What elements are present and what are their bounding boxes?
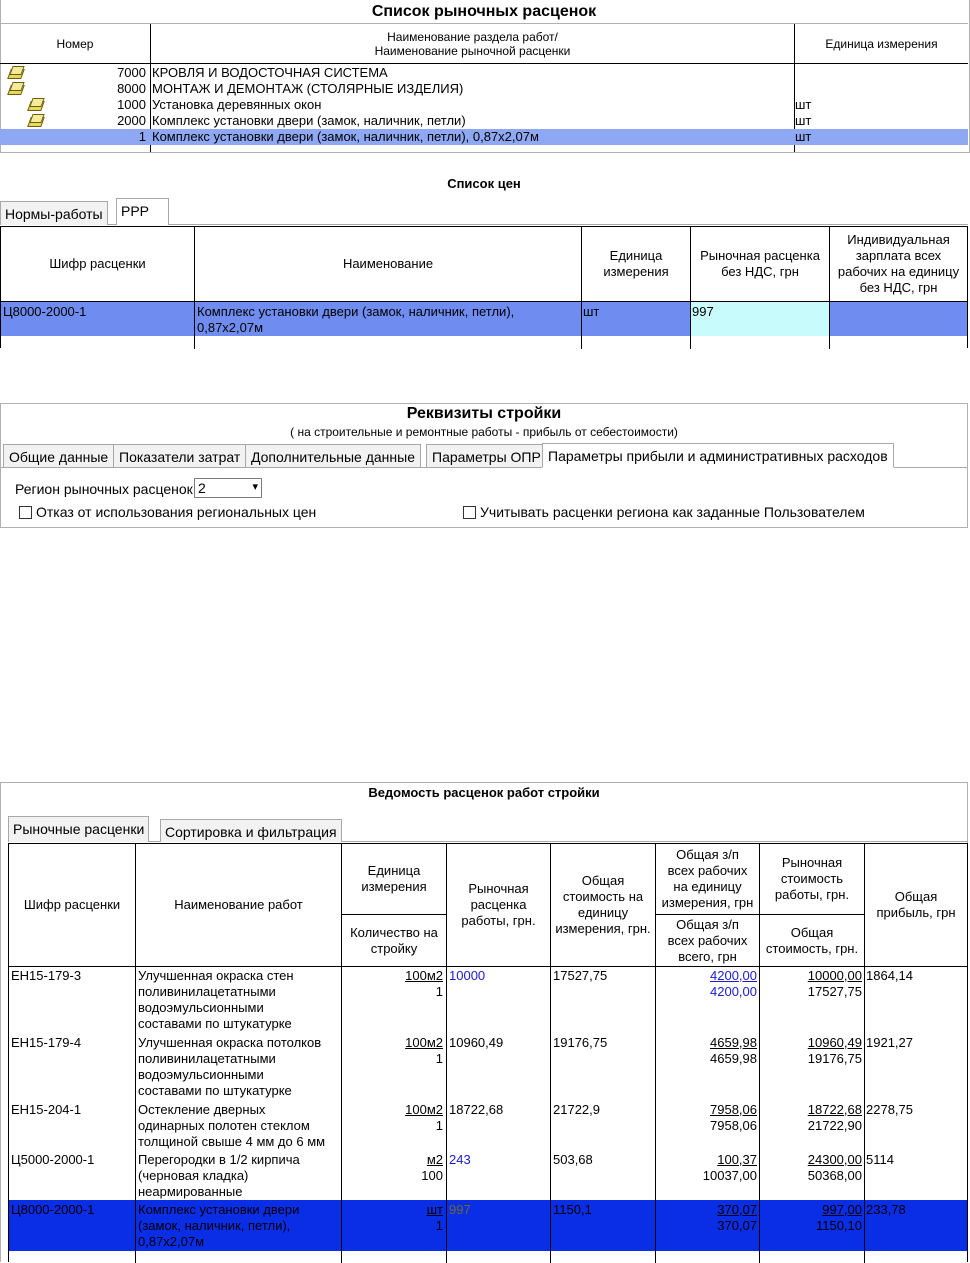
col-divider	[759, 844, 760, 1263]
region-select[interactable]	[194, 478, 262, 498]
header-qty[interactable]	[342, 915, 446, 966]
cell-total-cost[interactable]: 17527,75	[807, 984, 862, 999]
cell-name-line: 0,87х2,07м	[197, 320, 264, 335]
header-wage-unit[interactable]	[656, 844, 759, 914]
tree-row[interactable]	[0, 97, 968, 113]
cell-name[interactable]	[138, 968, 294, 1032]
header-line: расценка	[470, 897, 527, 912]
cell-total-cost[interactable]: 50368,00	[807, 1168, 862, 1183]
header-market[interactable]	[447, 844, 550, 966]
header-unit[interactable]	[342, 844, 446, 914]
header-line: работы, грн.	[774, 887, 850, 902]
cell-profit[interactable]: 1921,27	[866, 1035, 913, 1050]
cell-name-line: Комплекс установки двери (замок, наличник, петли),	[197, 304, 515, 319]
header-name[interactable]: Наименование работ	[174, 897, 303, 912]
header-line: измерения, грн	[661, 895, 754, 910]
cell-name[interactable]	[138, 1202, 299, 1250]
header-line: всех рабочих	[667, 863, 748, 878]
header-split-line	[342, 914, 446, 915]
header-code[interactable]: Шифр расценки	[23, 897, 121, 912]
cell-profit[interactable]: 2278,75	[866, 1102, 913, 1117]
header-line: единицу	[577, 905, 629, 920]
header-line: измерения, грн.	[555, 921, 651, 936]
cell-unit[interactable]: шт	[426, 1202, 443, 1217]
header-line: Общая з/п	[676, 916, 739, 932]
cell-name-line: водоэмульсионными	[138, 1000, 264, 1015]
cell-qty[interactable]: 1	[435, 1051, 443, 1066]
cell-total-cost[interactable]: 1150,10	[815, 1218, 862, 1233]
cell-total-cost[interactable]: 19176,75	[807, 1051, 862, 1066]
tree-row[interactable]	[0, 113, 968, 129]
cell-total-unit[interactable]: 1150,1	[553, 1202, 592, 1217]
header-unit-line: измерения	[603, 264, 669, 279]
col-divider	[194, 227, 195, 349]
header-line: Общая з/п	[676, 847, 739, 862]
cell-market-cost[interactable]: 10000,00	[807, 968, 862, 983]
header-line: Общая	[581, 873, 625, 888]
cell-market[interactable]: 10000	[449, 968, 486, 983]
cell-name-line: (замок, наличник, петли),	[138, 1218, 291, 1233]
header-line: измерения	[361, 879, 427, 894]
header-line: стоимость на	[562, 889, 644, 904]
cell-market-cost[interactable]: 24300,00	[807, 1152, 862, 1167]
refuse-regional-label: Отказ от использования региональных цен	[36, 504, 317, 520]
refuse-regional-checkbox[interactable]	[19, 506, 32, 519]
row-unit: шт	[795, 113, 812, 128]
header-line: работы, грн.	[461, 913, 536, 928]
cell-price[interactable]: 997	[692, 304, 714, 319]
row-unit: шт	[795, 129, 812, 144]
header-price[interactable]	[691, 227, 829, 301]
header-line: всего, грн	[678, 948, 737, 964]
cell-total-unit[interactable]: 17527,75	[553, 968, 608, 983]
cell-wage-all[interactable]: 10037,00	[702, 1168, 757, 1183]
cell-code[interactable]: ЕН15-179-4	[11, 1035, 82, 1050]
header-line: Общая	[790, 924, 834, 940]
cell-wage-unit[interactable]: 370,07	[717, 1202, 757, 1217]
cell-wage-all[interactable]: 4659,98	[710, 1051, 757, 1066]
cell-name[interactable]	[138, 1035, 321, 1099]
cell-name-line: Улучшенная окраска стен	[138, 968, 294, 983]
market-rates-title: Список рыночных расценок	[0, 0, 968, 24]
header-unit[interactable]	[582, 227, 690, 301]
cell-market[interactable]: 997	[449, 1202, 471, 1217]
statement-grid	[8, 843, 968, 1262]
header-line: всех рабочих	[667, 932, 748, 948]
cell-unit[interactable]: шт	[583, 304, 600, 319]
cell-name-line: Улучшенная окраска потолков	[138, 1035, 322, 1050]
col-divider	[655, 844, 656, 1263]
header-name-line2: Наименование рыночной расценки	[374, 43, 571, 58]
cell-market[interactable]: 10960,49	[449, 1035, 504, 1050]
cell-profit[interactable]: 5114	[866, 1152, 894, 1167]
cell-code[interactable]: ЕН15-179-3	[11, 968, 82, 983]
tab-profit-params[interactable]: Параметры прибыли и административных расходов	[542, 443, 894, 468]
tab-cost-indicators[interactable]: Показатели затрат	[113, 444, 246, 468]
cell-qty[interactable]: 1	[435, 984, 443, 999]
cell-wage-all[interactable]: 370,07	[717, 1218, 757, 1233]
header-total-unit[interactable]	[551, 844, 655, 966]
row-number: 7000	[117, 65, 146, 80]
header-wage-all[interactable]	[656, 915, 759, 966]
region-label: Регион рыночных расценок	[15, 481, 193, 497]
row-number: 2000	[117, 113, 146, 128]
cell-name-line: неармированные	[138, 1184, 243, 1199]
header-number[interactable]: Номер	[56, 36, 94, 51]
cell-market-cost[interactable]: 10960,49	[807, 1035, 862, 1050]
header-line: Единица	[367, 863, 421, 878]
tree-row[interactable]	[0, 81, 968, 97]
cell-name-line: составами по штукатурке	[138, 1016, 292, 1031]
cell-code[interactable]: Ц8000-2000-1	[3, 304, 87, 319]
cell-qty[interactable]: 100	[421, 1168, 443, 1183]
cell-name-line: 0,87х2,07м	[138, 1234, 205, 1249]
row-number: 1	[138, 129, 146, 144]
header-line: стоимость	[780, 871, 844, 886]
row-unit: шт	[795, 97, 812, 112]
header-line: Общая	[894, 889, 938, 904]
cell-wage-all[interactable]: 4200,00	[710, 984, 757, 999]
header-code[interactable]: Шифр расценки	[49, 256, 146, 271]
cell-code[interactable]: ЕН15-204-1	[11, 1102, 82, 1117]
header-line: Количество на	[350, 924, 438, 940]
cell-market-cost[interactable]: 18722,68	[807, 1102, 862, 1117]
header-name-line1: Наименование раздела работ/	[387, 29, 558, 44]
cell-profit[interactable]: 1864,14	[866, 968, 913, 983]
header-line: стройку	[370, 940, 418, 956]
row-name: Комплекс установки двери (замок, наличник, петли), 0,87х2,07м	[152, 129, 539, 144]
cell-name-line: водоэмульсионными	[138, 1067, 264, 1082]
requisites-title: Реквизиты стройки	[406, 405, 562, 422]
row-number: 8000	[117, 81, 146, 96]
cell-name-line: (черновая кладка)	[138, 1168, 249, 1183]
header-line: Рыночная	[468, 881, 529, 896]
row-number: 1000	[117, 97, 146, 112]
user-rates-checkbox[interactable]	[463, 506, 476, 519]
header-name[interactable]	[151, 24, 794, 63]
cell-total-cost[interactable]: 21722,90	[807, 1118, 862, 1133]
cell-wage-all[interactable]: 7958,06	[710, 1118, 757, 1133]
header-line: Рыночная	[781, 855, 843, 870]
cell-unit[interactable]: 100м2	[405, 968, 443, 983]
cell-name[interactable]	[138, 1102, 325, 1150]
col-divider	[829, 227, 830, 349]
chevron-down-icon: ▾	[252, 481, 258, 493]
cell-code[interactable]: Ц8000-2000-1	[11, 1202, 95, 1217]
price-grid	[0, 226, 968, 348]
cell-profit[interactable]: 233,78	[866, 1202, 906, 1217]
cell-name-line: Перегородки в 1/2 кирпича	[138, 1152, 300, 1167]
header-line: на единицу	[673, 879, 742, 894]
col-divider	[864, 844, 865, 1263]
tree-row-selected[interactable]	[0, 129, 968, 145]
tab-additional-data[interactable]: Дополнительные данные	[245, 444, 421, 468]
header-name[interactable]: Наименование	[342, 256, 434, 271]
requisites-subtitle: ( на строительные и ремонтные работы - прибыль от себестоимости)	[290, 425, 678, 439]
market-rates-header	[0, 24, 968, 64]
cell-name-line: поливинилацетатными	[138, 984, 276, 999]
col-divider	[550, 844, 551, 1263]
user-rates-label: Учитывать расценки региона как заданные Пользователем	[480, 504, 865, 520]
region-select-value: 2	[198, 480, 206, 496]
header-unit-line: Единица	[609, 248, 663, 263]
cell-name-line: Остекление дверных	[138, 1102, 266, 1117]
cell-wage-unit[interactable]: 100,37	[717, 1152, 757, 1167]
header-wage-line: Индивидуальная	[847, 232, 950, 247]
cell-unit[interactable]: 100м2	[405, 1102, 443, 1117]
cell-market-cost[interactable]: 997,00	[822, 1202, 862, 1217]
cell-name[interactable]	[138, 1152, 300, 1200]
row-name: КРОВЛЯ И ВОДОСТОЧНАЯ СИСТЕМА	[152, 65, 388, 80]
header-total-cost[interactable]	[760, 915, 864, 966]
statement-title: Ведомость расценок работ стройки	[368, 785, 600, 800]
price-list-title: Список цен	[447, 176, 521, 191]
header-wage-line: зарплата всех	[855, 248, 942, 263]
col-divider	[446, 844, 447, 1263]
tab-sorting-filter[interactable]: Сортировка и фильтрация	[160, 819, 342, 842]
header-split-line	[656, 914, 864, 915]
header-wage-line: без НДС, грн	[859, 280, 938, 295]
cell-qty[interactable]: 1	[435, 1218, 443, 1233]
cell-name-line: толщиной свыше 4 мм до 6 мм	[138, 1134, 326, 1149]
cell-market[interactable]: 243	[449, 1152, 471, 1167]
row-name: МОНТАЖ И ДЕМОНТАЖ (СТОЛЯРНЫЕ ИЗДЕЛИЯ)	[152, 81, 464, 96]
tab-general-data[interactable]: Общие данные	[3, 444, 114, 468]
tab-rrr[interactable]: РРР	[116, 198, 169, 225]
cell-name-line: составами по штукатурке	[138, 1083, 292, 1098]
row-name: Установка деревянных окон	[152, 97, 322, 112]
header-bottom-line	[9, 966, 967, 967]
col-divider	[341, 844, 342, 1263]
header-market-cost[interactable]	[760, 844, 864, 914]
cell-name-line: одинарных полотен стеклом	[138, 1118, 310, 1133]
col-divider	[690, 227, 691, 349]
header-line: стоимость, грн.	[765, 940, 859, 956]
cell-unit[interactable]: м2	[426, 1152, 443, 1167]
cell-total-unit[interactable]: 19176,75	[553, 1035, 608, 1050]
header-unit[interactable]: Единица измерения	[825, 36, 938, 51]
header-line: прибыль, грн	[876, 905, 956, 920]
cell-name-line: Комплекс установки двери	[138, 1202, 300, 1217]
cell-wage-unit[interactable]: 7958,06	[710, 1102, 757, 1117]
header-wage-line: рабочих на единицу	[837, 264, 960, 279]
tab-strip-line	[8, 841, 968, 842]
cell-name-line: поливинилацетатными	[138, 1051, 276, 1066]
row-name: Комплекс установки двери (замок, наличник, петли)	[152, 113, 466, 128]
cell-wage-unit[interactable]: 4659,98	[710, 1035, 757, 1050]
cell-total-unit[interactable]: 21722,9	[553, 1102, 600, 1117]
cell-qty[interactable]: 1	[435, 1118, 443, 1133]
col-divider	[135, 844, 136, 1263]
cell-name[interactable]	[197, 304, 514, 336]
cell-code[interactable]: Ц5000-2000-1	[11, 1152, 95, 1167]
header-price-line: без НДС, грн	[721, 264, 799, 279]
cell-total-unit[interactable]: 503,68	[553, 1152, 593, 1167]
tree-row[interactable]	[0, 65, 968, 81]
header-price-line: Рыночная расценка	[700, 248, 820, 263]
cell-wage-unit[interactable]: 4200,00	[710, 968, 757, 983]
tab-norms-work[interactable]: Нормы-работы	[0, 201, 108, 225]
cell-market[interactable]: 18722,68	[449, 1102, 504, 1117]
col-divider	[581, 227, 582, 349]
tab-market-rates[interactable]: Рыночные расценки	[8, 816, 149, 842]
cell-unit[interactable]: 100м2	[405, 1035, 443, 1050]
tab-opr-params[interactable]: Параметры ОПР	[426, 444, 547, 468]
header-profit[interactable]	[865, 844, 967, 966]
header-wage[interactable]	[830, 227, 967, 301]
